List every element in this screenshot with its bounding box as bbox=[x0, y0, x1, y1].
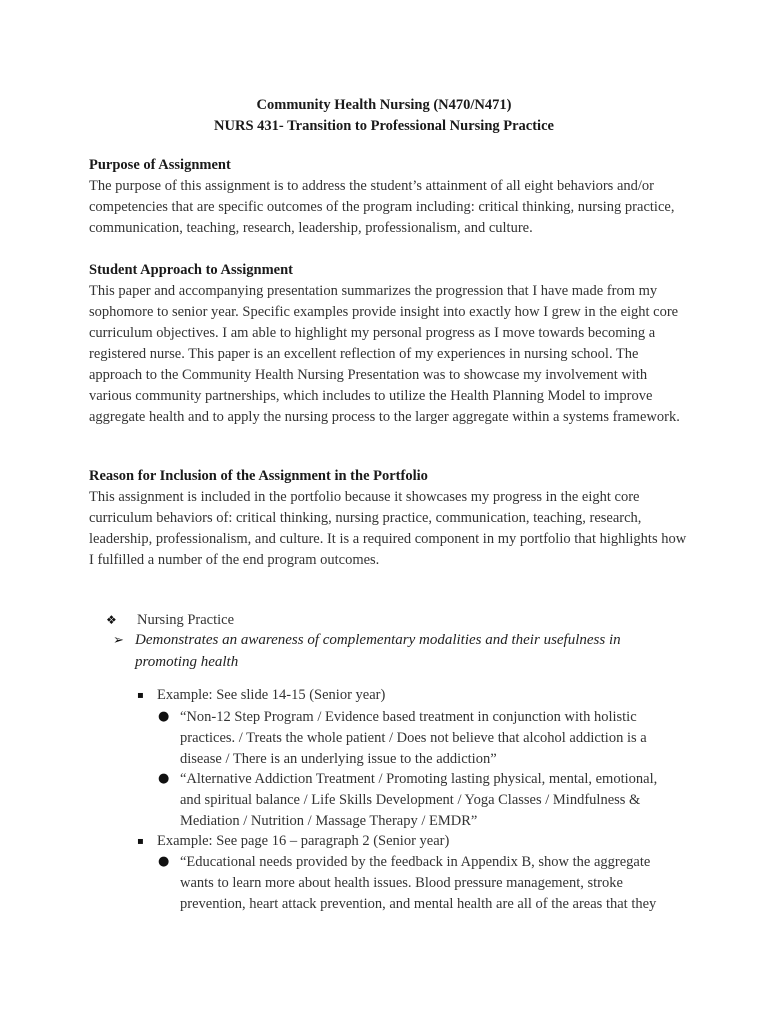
example-item bbox=[137, 685, 697, 706]
purpose-body: The purpose of this assignment is to address the student’s attainment of all eight behaviors and/or competencies that are specific outcomes of the program including: critical thinking, nursing practice, communication, teaching, research, leadership, professionalism, and culture. bbox=[89, 178, 675, 236]
square-bullet-icon: ▪ bbox=[137, 836, 144, 847]
example-label: Example: See page 16 – paragraph 2 (Senior year) bbox=[157, 833, 450, 849]
outcome-text: Demonstrates an awareness of complementary modalities and their usefulness in promoting health bbox=[135, 632, 621, 670]
course-title: Community Health Nursing (N470/N471) bbox=[256, 97, 512, 113]
purpose-heading: Purpose of Assignment bbox=[89, 157, 231, 173]
document-header bbox=[0, 95, 768, 137]
purpose-section bbox=[89, 155, 689, 239]
quote-text: “Alternative Addiction Treatment / Promoting lasting physical, mental, emotional, and spiritual balance / Life Skills Development / Yoga Classes / Mindfulness & Mediation / Nutrition / Massage Therapy / EMDR” bbox=[180, 771, 658, 829]
quote-item bbox=[158, 707, 678, 770]
reason-section bbox=[89, 466, 689, 571]
reason-heading: Reason for Inclusion of the Assignment in the Portfolio bbox=[89, 468, 428, 484]
course-subtitle: NURS 431- Transition to Professional Nursing Practice bbox=[214, 118, 554, 134]
example-item bbox=[137, 831, 697, 852]
quote-text: “Non-12 Step Program / Evidence based treatment in conjunction with holistic practices. / Treats the whole patient / Does not believe that alcohol addiction is a disease / There is an underlying issue to the addiction” bbox=[180, 709, 647, 767]
outcome-item bbox=[113, 629, 673, 673]
square-bullet-icon: ▪ bbox=[137, 690, 144, 701]
dot-bullet-icon: ● bbox=[158, 854, 170, 869]
quote-item bbox=[158, 852, 678, 915]
approach-section bbox=[89, 260, 689, 428]
approach-heading: Student Approach to Assignment bbox=[89, 262, 293, 278]
reason-body: This assignment is included in the portfolio because it showcases my progress in the eight core curriculum behaviors of: critical thinking, nursing practice, communication, teaching, research, leadership, professionalism, and culture. It is a required component in my portfolio that highlights how I fulfilled a number of the end program outcomes. bbox=[89, 489, 687, 568]
dot-bullet-icon: ● bbox=[158, 771, 170, 786]
dot-bullet-icon: ● bbox=[158, 709, 170, 724]
example-label: Example: See slide 14-15 (Senior year) bbox=[157, 687, 386, 703]
category-label: Nursing Practice bbox=[137, 612, 235, 628]
arrow-bullet-icon: ➢ bbox=[113, 633, 124, 648]
quote-item bbox=[158, 769, 678, 832]
quote-text: “Educational needs provided by the feedback in Appendix B, show the aggregate wants to learn more about health issues. Blood pressure management, stroke prevention, heart attack prevention, and mental health are all of the areas that they bbox=[180, 854, 657, 912]
diamond-bullet-icon: ❖ bbox=[106, 613, 117, 627]
approach-body: This paper and accompanying presentation summarizes the progression that I have made from my sophomore to senior year. Specific examples provide insight into exactly how I grew in the eight core curriculum objectives. I am able to highlight my personal progress as I move towards becoming a registered nurse. This paper is an excellent reflection of my experiences in nursing school. The approach to the Community Health Nursing Presentation was to showcase my involvement with various community partnerships, which includes to utilize the Health Planning Model to improve aggregate health and to apply the nursing process to the larger aggregate within a systems framework. bbox=[89, 283, 680, 425]
